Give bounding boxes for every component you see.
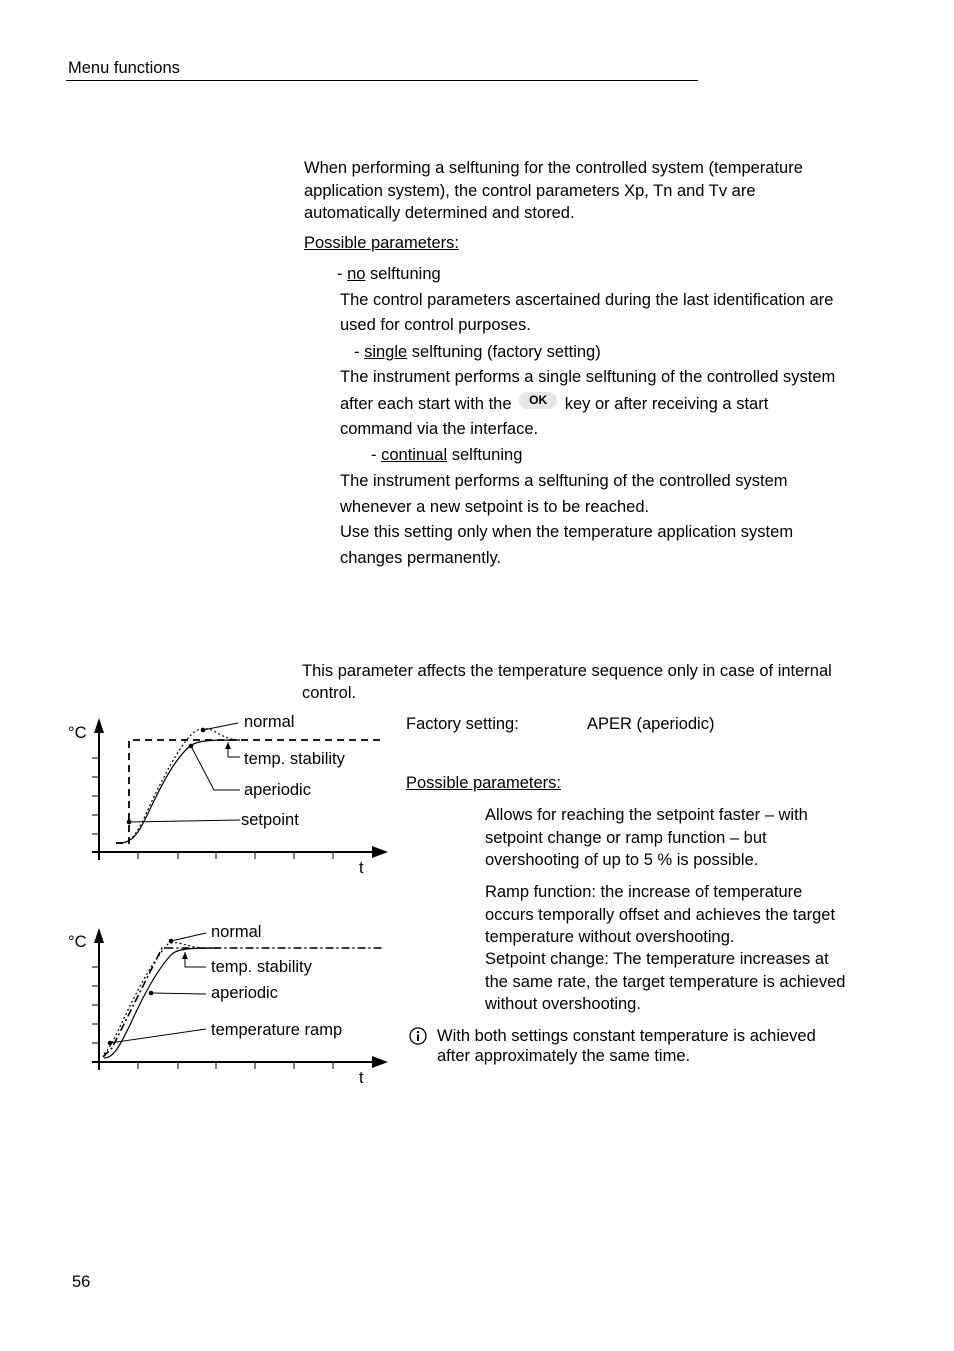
setpoint-change-diagram <box>60 705 395 880</box>
diagram2-ticks <box>92 967 333 1069</box>
diagram2-x-arrow <box>372 1056 388 1068</box>
normal-desc-line-3: overshooting of up to 5 % is possible. <box>485 851 759 869</box>
ok-key-icon: OK <box>519 392 557 409</box>
option-continual-prefix: - <box>371 446 382 464</box>
option-no-desc-line-2: used for control purposes. <box>340 316 531 334</box>
option-single-suffix: selftuning (factory setting) <box>407 343 601 361</box>
normal-desc-line-1: Allows for reaching the setpoint faster – with <box>485 806 808 824</box>
temp-sequence-intro-line-1: This parameter affects the temperature sequence only in case of internal <box>302 662 832 680</box>
diagram1-y-arrow <box>94 718 104 733</box>
selftuning-intro-line-1: When performing a selftuning for the controlled system (temperature <box>304 159 803 177</box>
option-continual-desc-line-3: Use this setting only when the temperature application system <box>340 523 794 541</box>
option-continual-suffix: selftuning <box>447 446 523 464</box>
aperiodic-desc-line-2: occurs temporally offset and achieves the target <box>485 906 836 924</box>
option-single-keyword: single <box>364 343 408 361</box>
option-no-heading <box>337 264 441 284</box>
option-single-desc-line-1: The instrument performs a single selftuning of the controlled system <box>340 368 836 386</box>
diagram2-label-stability: temp. stability <box>211 958 312 976</box>
diagram1-x-arrow <box>372 846 388 858</box>
temp-sequence-possible-label: Possible parameters: <box>406 774 561 792</box>
diagram1-x-label: t <box>359 859 364 877</box>
diagram1-y-label: °C <box>68 724 87 742</box>
aperiodic-desc-line-1: Ramp function: the increase of temperature <box>485 883 803 901</box>
diagram2-y-label: °C <box>68 933 87 951</box>
diagram2-y-arrow <box>94 928 104 943</box>
page-number: 56 <box>72 1273 91 1291</box>
diagram1-label-normal: normal <box>244 713 295 731</box>
option-continual-heading <box>371 445 522 465</box>
aperiodic-desc-line-4: Setpoint change: The temperature increases at <box>485 950 829 968</box>
selftuning-intro-line-3: automatically determined and stored. <box>304 204 575 222</box>
diagram1-label-stability: temp. stability <box>244 750 345 768</box>
factory-setting-value: APER (aperiodic) <box>587 715 715 733</box>
option-single-prefix: - <box>354 343 365 361</box>
factory-setting-label: Factory setting: <box>406 715 519 733</box>
option-single-desc-line-3: command via the interface. <box>340 420 539 438</box>
option-continual-desc-line-4: changes permanently. <box>340 549 502 567</box>
note-line-2: after approximately the same time. <box>437 1047 691 1065</box>
aperiodic-desc-line-5: the same rate, the target temperature is achieved <box>485 973 846 991</box>
selftuning-intro-line-2: application system), the control parameters Xp, Tn and Tv are <box>304 182 756 200</box>
normal-desc-line-2: setpoint change or ramp function – but <box>485 829 767 847</box>
option-single-desc-line-2 <box>340 394 768 414</box>
diagram2-normal-curve <box>104 943 220 1054</box>
option-single-desc-after-key: key or after receiving a start <box>564 395 769 413</box>
note-line-1: With both settings constant temperature is achieved <box>437 1027 816 1045</box>
aperiodic-desc-line-3: temperature without overshooting. <box>485 928 735 946</box>
option-no-suffix: selftuning <box>365 265 441 283</box>
section-header: Menu functions <box>68 59 180 77</box>
header-rule <box>66 80 698 81</box>
temperature-ramp-diagram <box>60 915 395 1090</box>
option-continual-desc-line-2: whenever a new setpoint is to be reached. <box>340 498 650 516</box>
option-single-heading <box>354 342 601 362</box>
diagram2-label-ramp: temperature ramp <box>211 1021 343 1039</box>
option-continual-keyword: continual <box>381 446 448 464</box>
aperiodic-desc-line-6: without overshooting. <box>485 995 641 1013</box>
temp-sequence-intro-line-2: control. <box>302 684 357 702</box>
info-icon <box>408 1026 428 1046</box>
diagram1-label-aperiodic: aperiodic <box>244 781 311 799</box>
option-no-keyword: no <box>347 265 366 283</box>
option-no-desc-line-1: The control parameters ascertained during the last identification are <box>340 291 834 309</box>
diagram2-x-label: t <box>359 1069 364 1087</box>
diagram1-aperiodic-curve <box>116 740 240 843</box>
option-no-prefix: - <box>337 265 348 283</box>
diagram1-normal-curve <box>116 729 240 844</box>
diagram2-label-aperiodic: aperiodic <box>211 984 278 1002</box>
selftuning-possible-label: Possible parameters: <box>304 234 459 252</box>
option-single-desc-before-key: after each start with the <box>340 395 512 413</box>
diagram1-label-setpoint: setpoint <box>241 811 299 829</box>
diagram2-label-normal: normal <box>211 923 262 941</box>
option-continual-desc-line-1: The instrument performs a selftuning of the controlled system <box>340 472 788 490</box>
